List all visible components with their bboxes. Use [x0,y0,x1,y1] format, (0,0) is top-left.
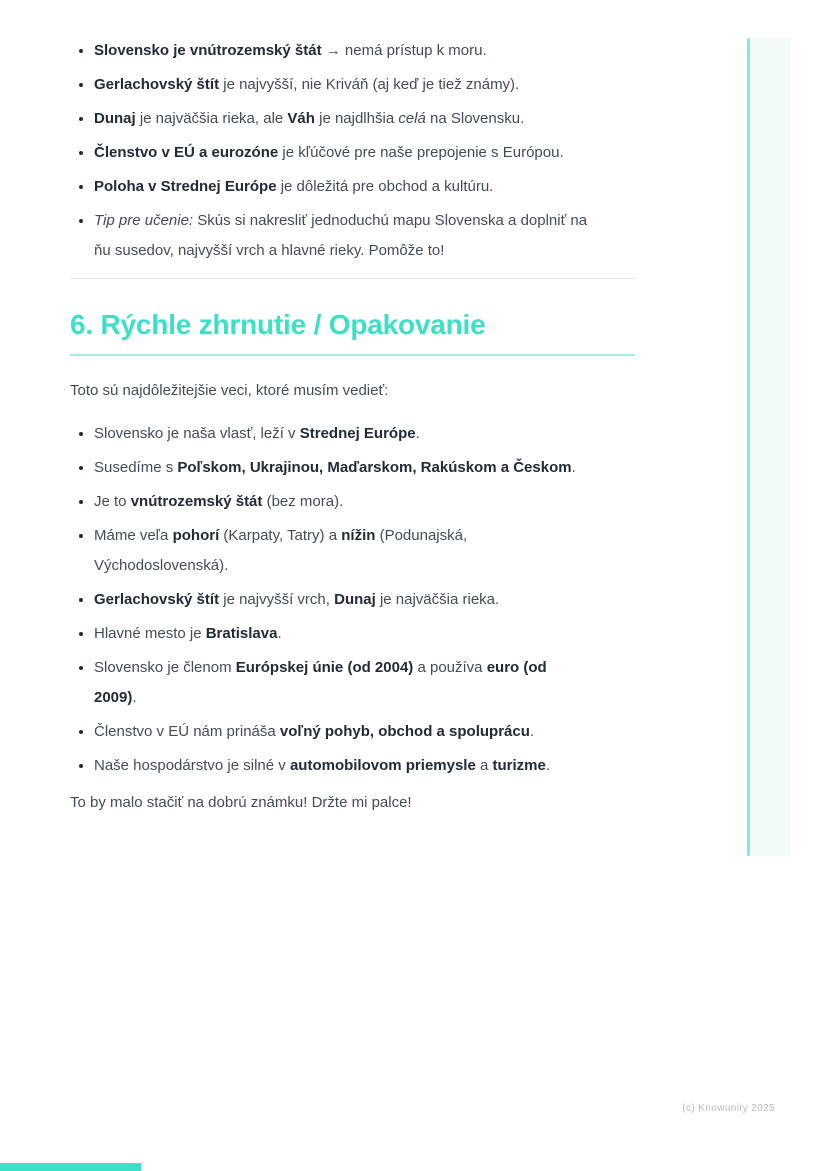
bold-text: automobilovom priemysle [289,757,476,774]
section-intro: Toto sú najdôležitejšie veci, ktoré musím vedieť: [70,382,389,399]
list-item [94,70,635,100]
bold-text: Európskej únie (od 2004) [235,659,414,676]
bold-text: Slovensko je vnútrozemský štát [94,42,322,59]
text-run: a používa [413,659,487,676]
text-line [94,104,635,134]
text-line [94,172,635,202]
bold-text: pohorí [172,527,220,544]
list-item [94,717,635,747]
text-run: je dôležitá pre obchod a kultúru. [276,178,494,195]
bold-text: Dunaj [94,110,136,127]
text-line [94,619,635,649]
list-item [94,487,635,517]
text-run: ňu susedov, najvyšší vrch a hlavné rieky. Pomôže to! [94,242,445,259]
bold-text: Dunaj [334,591,376,608]
text-run: . [277,625,282,642]
bold-text: turizme [492,757,546,774]
bold-text: voľný pohyb, obchod a spoluprácu [279,723,530,740]
text-run: je kľúčové pre naše prepojenie s Európou. [278,144,564,161]
margin-highlight-wash [750,38,791,856]
text-line [94,751,635,781]
text-line [94,487,635,517]
text-run: je najväčšia rieka, ale [135,110,288,127]
list-item [94,104,635,134]
italic-text: Tip pre učenie: [94,212,194,229]
text-run: Máme veľa [94,527,173,544]
list-item [94,419,635,449]
list-item [94,751,635,781]
text-run: . [529,723,535,740]
bold-text: Poloha v Strednej Európe [94,178,277,195]
text-run: je najvyšší vrch, [219,591,335,608]
bold-text: Členstvo v EÚ a eurozóne [94,144,279,161]
text-line [94,551,635,581]
text-run: na Slovensku. [425,110,525,127]
key-points-list [70,36,635,266]
text-line [94,521,635,551]
text-run: . [132,689,137,706]
text-run: Členstvo v EÚ nám prináša [94,723,280,740]
text-run: Hlavné mesto je [94,625,206,642]
copyright-footer: (c) Knowunity 2025 [682,1103,775,1114]
text-line [94,653,635,683]
text-run: Slovensko je členom [94,659,236,676]
list-item [94,36,635,66]
list-item [94,138,635,168]
summary-list [70,419,635,781]
text-run: a [475,757,493,774]
list-item [94,619,635,649]
bold-text: Gerlachovský štít [94,591,220,608]
text-line [94,683,635,713]
list-item [94,585,635,615]
bold-text: euro (od [486,659,547,676]
page-content [70,0,635,817]
text-line [94,70,635,100]
text-line [94,36,635,66]
bold-text: vnútrozemský štát [130,493,263,510]
section-divider [70,278,635,279]
text-line [94,585,635,615]
bold-text: Strednej Európe [299,425,416,442]
text-line [94,206,635,236]
heading-underline [70,354,635,356]
list-item [94,521,635,581]
bold-text: nížin [341,527,376,544]
italic-text: celá [398,110,426,127]
list-item [94,172,635,202]
text-run: Slovensko je naša vlasť, leží v [94,425,300,442]
bold-text: Poľskom, Ukrajinou, Maďarskom, Rakúskom a Českom [177,459,572,476]
text-run: → nemá prístup k moru. [321,42,487,59]
text-run: Skús si nakresliť jednoduchú mapu Slovenska a doplniť na [193,212,588,229]
section-heading: 6. Rýchle zhrnutie / Opakovanie [70,309,486,340]
page-edge-accent-bar [0,1163,141,1171]
closing-note: To by malo stačiť na dobrú známku! Držte mi palce! [70,794,412,811]
text-run: je najdlhšia [314,110,399,127]
text-run: (Karpaty, Tatry) a [219,527,342,544]
text-run: . [545,757,551,774]
text-run: Susedíme s [94,459,178,476]
text-line [94,236,635,266]
bold-text: Gerlachovský štít [94,76,220,93]
text-run: . [571,459,576,476]
text-line [94,419,635,449]
text-line [94,138,635,168]
list-item [94,653,635,713]
text-run: je najvyšší, nie Kriváň (aj keď je tiež známy). [219,76,520,93]
bold-text: Bratislava [205,625,278,642]
margin-highlight-bar [747,38,750,856]
text-run: Východoslovenská). [94,557,229,574]
bold-text: 2009) [94,689,133,706]
text-run: Je to [94,493,131,510]
text-run: Naše hospodárstvo je silné v [94,757,290,774]
text-run: (bez mora). [262,493,344,510]
text-line [94,717,635,747]
list-item [94,206,635,266]
list-item [94,453,635,483]
text-line [94,453,635,483]
text-run: . [415,425,420,442]
text-run: (Podunajská, [375,527,468,544]
bold-text: Váh [287,110,315,127]
text-run: je najväčšia rieka. [375,591,500,608]
